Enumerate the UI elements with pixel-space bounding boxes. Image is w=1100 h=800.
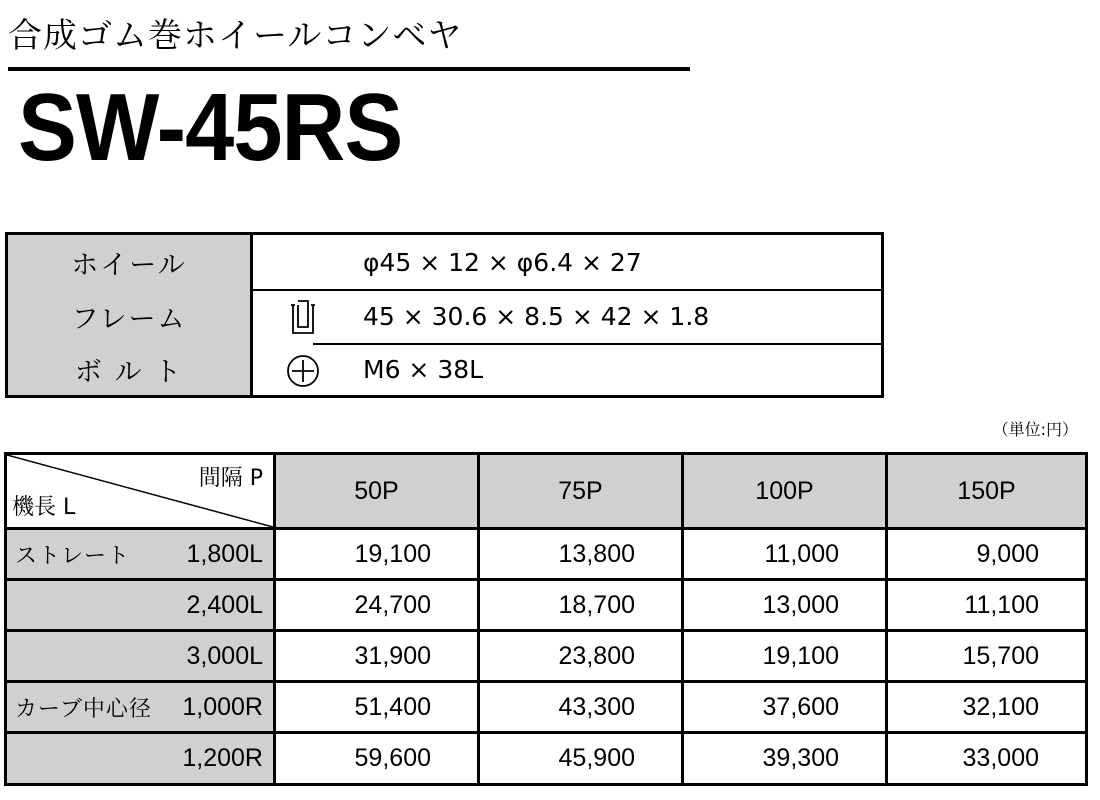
- spec-row-wheel: [8, 235, 881, 289]
- price-cell: 59,600: [276, 734, 480, 783]
- price-cell: 9,000: [888, 530, 1085, 581]
- row-group-label: カーブ中心径: [15, 696, 152, 722]
- spec-label: フレーム: [8, 289, 253, 343]
- price-cell: 11,000: [684, 530, 888, 581]
- row-header: [7, 683, 276, 734]
- price-cell: 19,100: [276, 530, 480, 581]
- pitch-axis-label: 間隔 P: [198, 466, 263, 491]
- spec-value-cell: [253, 289, 881, 343]
- price-cell: 31,900: [276, 632, 480, 683]
- row-header: [7, 581, 276, 632]
- price-cell: 18,700: [480, 581, 684, 632]
- model-number: SW-45RS: [18, 74, 403, 181]
- row-length-label: 3,000L: [186, 641, 263, 670]
- price-cell: 32,100: [888, 683, 1085, 734]
- row-length-label: 2,400L: [186, 590, 263, 619]
- column-header: 50P: [276, 455, 480, 530]
- spec-value-cell: [253, 235, 881, 289]
- row-length-label: 1,200R: [182, 744, 263, 772]
- column-header: 100P: [684, 455, 888, 530]
- row-header: [7, 530, 276, 581]
- spec-table: [5, 232, 884, 398]
- channel-frame-icon: [289, 299, 317, 345]
- spec-label: ホイール: [8, 235, 253, 289]
- spec-value: 45 × 30.6 × 8.5 × 42 × 1.8: [363, 301, 710, 331]
- spec-label: ボ ル ト: [8, 343, 253, 395]
- price-cell: 37,600: [684, 683, 888, 734]
- price-cell: 11,100: [888, 581, 1085, 632]
- table-corner-header: [7, 455, 276, 530]
- row-length-label: 1,000R: [182, 692, 263, 721]
- column-header: 150P: [888, 455, 1085, 530]
- row-header: [7, 734, 276, 783]
- price-cell: 43,300: [480, 683, 684, 734]
- price-cell: 15,700: [888, 632, 1085, 683]
- row-group-label: ストレート: [15, 543, 131, 569]
- bolt-cross-circle-icon: [285, 353, 321, 395]
- spec-row-frame: [8, 289, 881, 343]
- unit-note: （単位:円）: [992, 420, 1078, 439]
- title-underline: [8, 67, 690, 71]
- price-cell: 24,700: [276, 581, 480, 632]
- spec-value-cell: [253, 343, 881, 395]
- price-cell: 45,900: [480, 734, 684, 783]
- row-header: [7, 632, 276, 683]
- price-cell: 33,000: [962, 744, 1039, 772]
- row-length-label: 1,800L: [186, 539, 263, 568]
- price-cell: 19,100: [684, 632, 888, 683]
- price-cell: 13,000: [684, 581, 888, 632]
- column-header: 75P: [480, 455, 684, 530]
- price-cell: 23,800: [480, 632, 684, 683]
- product-category-title: 合成ゴム巻ホイールコンベヤ: [8, 16, 463, 56]
- length-axis-label: 機長 L: [12, 495, 76, 520]
- spec-value: M6 × 38L: [363, 354, 484, 384]
- price-cell: 51,400: [276, 683, 480, 734]
- price-cell: 39,300: [684, 734, 888, 783]
- price-table: [4, 452, 1088, 786]
- price-cell: 13,800: [480, 530, 684, 581]
- spec-value: φ45 × 12 × φ6.4 × 27: [363, 247, 642, 277]
- spec-row-bolt: [8, 343, 881, 395]
